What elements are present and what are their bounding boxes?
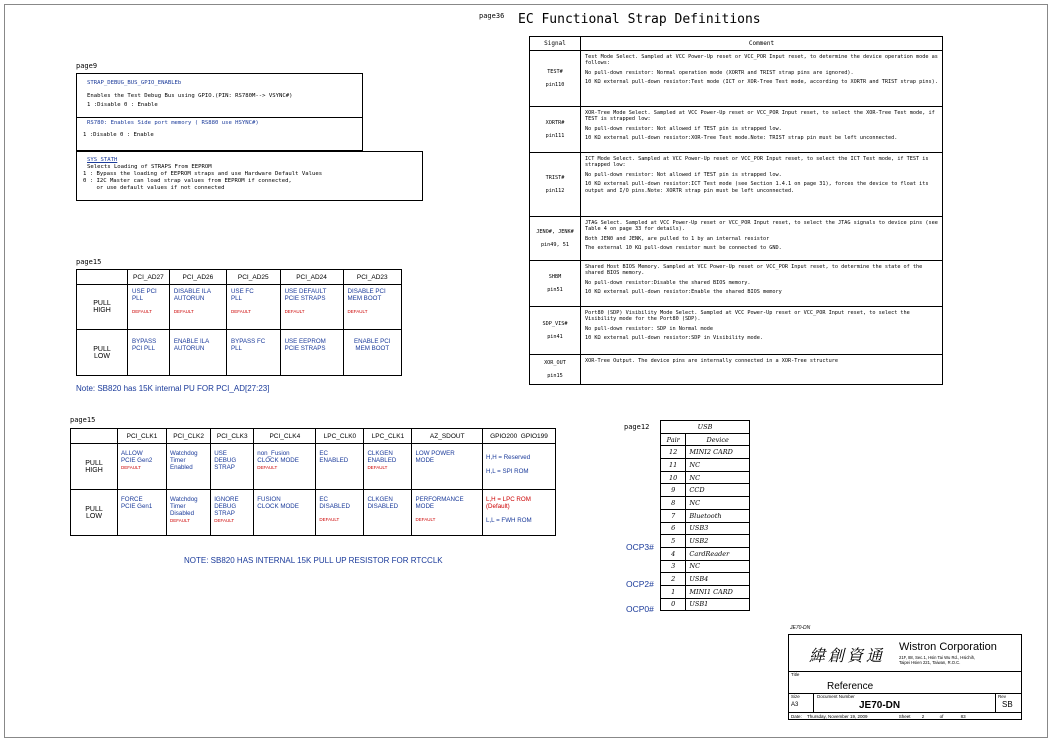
pci-ad-table [76, 269, 402, 376]
strap-debug-line2: 1 :Disable 0 : Enable [87, 102, 158, 108]
usb-device: NC [686, 471, 750, 484]
ec-header-comment: Comment [581, 37, 943, 51]
usb-device: USB1 [686, 598, 750, 611]
usb-device: CardReader [686, 547, 750, 560]
doc-row [789, 693, 1021, 713]
ec-header-signal: Signal [530, 37, 581, 51]
pci-clk-header: LPC_CLK1 [364, 429, 412, 444]
usb-header-device: Device [686, 433, 750, 446]
ec-signal: TEST# pin110 [530, 51, 581, 107]
usb-pair: 7 [661, 509, 686, 522]
pci-clk-gpio-cell: H,H = Reserved H,L = SPI ROM [483, 444, 556, 490]
date-value: Thursday, November 19, 2009 [807, 714, 868, 719]
pci-clk-cell: IGNORE DEBUG STRAP DEFAULT [211, 490, 254, 536]
sys-strap-line2: 1 : Bypass the loading of EEPROM straps and use Hardware Default Values [83, 171, 323, 177]
usb-pair: 6 [661, 522, 686, 535]
ec-comment: XOR-Tree Output. The device pins are internally connected in a XOR-Tree structure [581, 355, 943, 385]
ec-signal: SDP_VIS# pin41 [530, 307, 581, 355]
pci-ad-cell: BYPASS FC PLL [226, 330, 280, 376]
of-label: of [939, 714, 944, 719]
pci-ad-cell: ENABLE ILA AUTORUN [169, 330, 226, 376]
pci-clk-cell: FORCE PCIE Gen1 [118, 490, 167, 536]
pci-ad-cell: USE DEFAULT PCIE STRAPS DEFAULT [280, 285, 343, 330]
strap-debug-title: STRAP_DEBUG_BUS_GPIO_ENABLEb [87, 80, 182, 86]
ec-signal: TRIST# pin112 [530, 153, 581, 217]
sideport-title: RS780: Enables Side port memory ( RS880 use HSYNC#) [87, 120, 259, 126]
usb-page-ref: page12 [624, 423, 650, 431]
date-label: Date: [791, 714, 802, 719]
usb-pair: 12 [661, 446, 686, 459]
pci-ad-cell: USE PCI PLL DEFAULT [128, 285, 170, 330]
rev-label: Rev [998, 694, 1007, 699]
usb-device: NC [686, 497, 750, 510]
usb-pair: 10 [661, 471, 686, 484]
ocp3-label: OCP3# [626, 542, 654, 552]
usb-pair: 0 [661, 598, 686, 611]
pci-clk-header: AZ_SDOUT [412, 429, 483, 444]
pci-ad-cell: USE FC PLL DEFAULT [226, 285, 280, 330]
usb-header-pair: Pair [661, 433, 686, 446]
pci-clk-cell: EC DISABLED DEFAULT [316, 490, 364, 536]
usb-device: USB3 [686, 522, 750, 535]
rev-value: SB [1002, 700, 1013, 709]
pci-clk-cell: CLKGEN DISABLED [364, 490, 412, 536]
strap-debug-line1: Enables the Test Debug Bus using GPIO.(PIN: RS780M--> VSYNC#) [87, 93, 293, 99]
usb-pair: 5 [661, 535, 686, 548]
pci-clk-table [70, 428, 556, 536]
sheet-value: 2 [921, 714, 925, 719]
page-title: EC Functional Strap Definitions [518, 12, 761, 27]
ec-signal: XORTR# pin111 [530, 107, 581, 153]
pci-ad-cell: DISABLE PCI MEM BOOT DEFAULT [343, 285, 401, 330]
pci-clk-cell: Watchdog Timer Disabled DEFAULT [166, 490, 210, 536]
ec-signal: JENO#, JENK# pin49, 51 [530, 217, 581, 261]
sideport-box [76, 117, 363, 151]
sheet-label: Sheet [898, 714, 911, 719]
company-name: Wistron Corporation [899, 641, 997, 653]
usb-device: USB2 [686, 535, 750, 548]
pci-clk-header: PCI_CLK1 [118, 429, 167, 444]
usb-pair: 11 [661, 459, 686, 472]
usb-device: NC [686, 560, 750, 573]
ec-comment: JTAG Select. Sampled at VCC Power-Up reset or VCC_POR Input reset, to select the JTAG signals to device pins (see Table 4 on page 33 for details). Both JEN0 and JENK, are pulled to 1 by an internal resistor The external 10 KΩ pull-down resistor must be connected to GND. [581, 217, 943, 261]
pci-clk-header: PCI_CLK2 [166, 429, 210, 444]
pci-ad-header: PCI_AD27 [128, 270, 170, 285]
ocp0-label: OCP0# [626, 604, 654, 614]
pci-ad-header: PCI_AD24 [280, 270, 343, 285]
ec-comment: ICT Mode Select. Sampled at VCC Power-Up reset or VCC_POR Input reset, to select the ICT Test mode, if TEST is strapped low: No pull-down resistor: Not allowed if TEST pin is strapped low. 10 KΩ external pull-down resistor:ICT Test mode (see Section 1.4.1 on page 31), forces the device to float its output and I/O pins.Note: XORTR strap pin must be left unconnected. [581, 153, 943, 217]
pci-ad-header: PCI_AD26 [169, 270, 226, 285]
pci-clk-page-ref: page15 [70, 416, 96, 424]
size-value: A3 [791, 702, 799, 708]
usb-pair: 8 [661, 497, 686, 510]
ec-signal: XOR_OUT pin15 [530, 355, 581, 385]
size-label: Size [791, 694, 800, 699]
pci-clk-gpio-cell: L,H = LPC ROM (Default) L,L = FWH ROM [483, 490, 556, 536]
pci-clk-header: PCI_CLK4 [254, 429, 316, 444]
usb-pair: 2 [661, 573, 686, 586]
title-block [788, 634, 1022, 720]
pci-ad-cell: USE EEPROM PCIE STRAPS [280, 330, 343, 376]
usb-device: MINI1 CARD [686, 585, 750, 598]
pci-ad-row-label: PULL LOW [77, 330, 128, 376]
usb-device: USB4 [686, 573, 750, 586]
strap-debug-box [76, 73, 363, 118]
pci-ad-page-ref: page15 [76, 258, 102, 266]
ec-comment: Test Mode Select. Sampled at VCC Power-Up reset or VCC_POR Input reset, to determine the device operation mode as follows: No pull-down resistor: Normal operation mode (XORTR and TRIST strap pins are ignored). 10 KΩ external pull-down resistor:Test mode (ICT or XOR-Tree Test mode, according to XORTR and TRIST strap pins). [581, 51, 943, 107]
pci-ad-header: PCI_AD23 [343, 270, 401, 285]
ec-signal: SHBM pin51 [530, 261, 581, 307]
pci-clk-cell: CLKGEN ENABLED DEFAULT [364, 444, 412, 490]
doc-label: Document Number [817, 694, 855, 699]
company-address: 21F, 88, Sec.1, Hsin Tai Wu Rd., Hsichih, Taipei Hsien 221, Taiwan, R.O.C. [899, 655, 976, 665]
ec-comment: Shared Host BIOS Memory. Sampled at VCC Power-Up reset or VCC_POR Input reset, to determine the state of the shared BIOS memory. No pull-down resistor:Disable the shared BIOS memory. 10 KΩ external pull-down resistor:Enable the shared BIOS memory [581, 261, 943, 307]
title-label: Title [791, 672, 800, 677]
of-value: 83 [960, 714, 966, 719]
sys-strap-line1: Selects Loading of STRAPS From EEPROM [87, 164, 212, 170]
pci-clk-cell: ALLOW PCIE Gen2 DEFAULT [118, 444, 167, 490]
ec-page-ref: page36 [479, 12, 505, 20]
sys-strap-box [76, 151, 423, 201]
pci-clk-note: NOTE: SB820 HAS INTERNAL 15K PULL UP RESISTOR FOR RTCCLK [184, 556, 443, 565]
ec-comment: Port80 (SDP) Visibility Mode Select. Sampled at VCC Power-Up reset or VCC_POR Input reset, to select the Visibility mode for the Port80 (SDP). No pull-down resistor: SDP in Normal mode 10 KΩ external pull-down resistor:SDP in Visibility mode. [581, 307, 943, 355]
usb-device: MINI2 CARD [686, 446, 750, 459]
pci-ad-cell: BYPASS PCI PLL [128, 330, 170, 376]
pci-clk-cell: USE DEBUG STRAP [211, 444, 254, 490]
usb-title: USB [661, 421, 750, 434]
pci-clk-header: PCI_CLK3 [211, 429, 254, 444]
date-row [791, 714, 966, 719]
sys-strap-line3: 0 : I2C Master can load strap values from EEPROM if connected, [83, 178, 292, 184]
pci-clk-cell: Watchdog Timer Enabled [166, 444, 210, 490]
pci-ad-cell: ENABLE PCI MEM BOOT [343, 330, 401, 376]
usb-pair: 3 [661, 560, 686, 573]
usb-table [660, 420, 750, 611]
usb-pair: 1 [661, 585, 686, 598]
titleblock-small-label: JE70-DN [790, 625, 811, 631]
title-row [789, 671, 1021, 694]
usb-device: Bluetooth [686, 509, 750, 522]
pci-clk-header: GPIO200 GPIO199 [483, 429, 556, 444]
usb-device: NC [686, 459, 750, 472]
pci-clk-cell: non_Fusion CLOCK MODE DEFAULT [254, 444, 316, 490]
ec-strap-table [529, 36, 943, 385]
pci-clk-row-label: PULL LOW [71, 490, 118, 536]
sys-strap-title: SYS_STATH [87, 157, 118, 163]
company-logo: 緯創資通 [809, 646, 886, 665]
pci-clk-cell: FUSION CLOCK MODE [254, 490, 316, 536]
usb-device: CCD [686, 484, 750, 497]
sys-strap-line4: or use default values if not connected [83, 185, 225, 191]
pci-clk-cell: PERFORMANCE MODE DEFAULT [412, 490, 483, 536]
debug-page-ref: page9 [76, 62, 98, 70]
usb-pair: 4 [661, 547, 686, 560]
doc-value: JE70-DN [859, 700, 901, 711]
pci-ad-header: PCI_AD25 [226, 270, 280, 285]
pci-clk-cell: EC ENABLED [316, 444, 364, 490]
pci-ad-cell: DISABLE ILA AUTORUN DEFAULT [169, 285, 226, 330]
pci-ad-note: Note: SB820 has 15K internal PU FOR PCI_AD[27:23] [76, 384, 270, 393]
pci-clk-cell: LOW POWER MODE [412, 444, 483, 490]
ocp2-label: OCP2# [626, 579, 654, 589]
title-value: Reference [827, 681, 874, 692]
title-block-header [789, 635, 1021, 672]
usb-pair: 9 [661, 484, 686, 497]
sideport-line: 1 :Disable 0 : Enable [83, 132, 154, 138]
pci-ad-row-label: PULL HIGH [77, 285, 128, 330]
pci-clk-header: LPC_CLK0 [316, 429, 364, 444]
ec-comment: XOR-Tree Mode Select. Sampled at VCC Power-Up reset or VCC_POR Input reset, to select the XOR-Tree Test mode, if TEST is strapped low: No pull-down resistor: Not allowed if TEST pin is strapped low. 10 KΩ external pull-down resistor:XOR-Tree Test mode.Note: TRIST strap pin must be left unconnected. [581, 107, 943, 153]
pci-clk-row-label: PULL HIGH [71, 444, 118, 490]
